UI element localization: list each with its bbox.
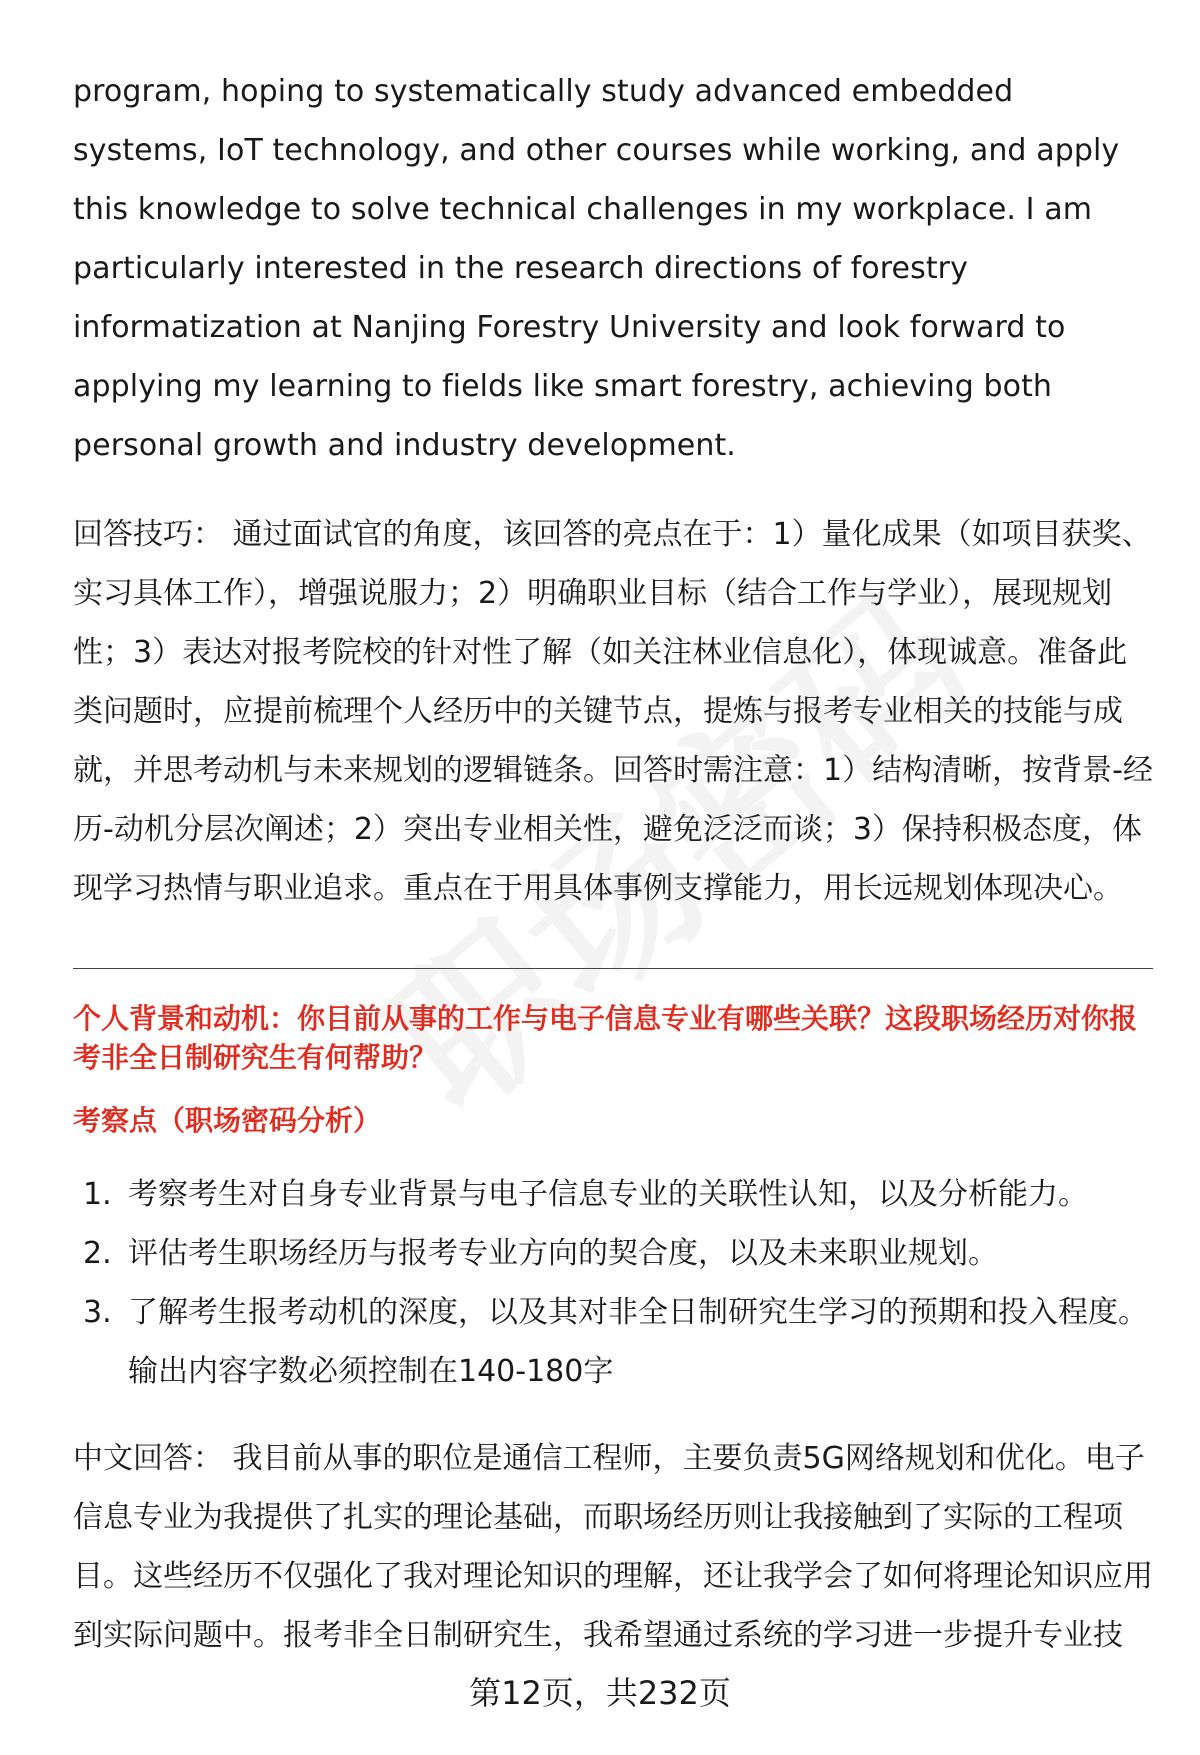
- list-item-text: 了解考生报考动机的深度，以及其对非全日制研究生学习的预期和投入程度。输出内容字数必须控制在140-180字: [128, 1295, 1148, 1389]
- answer-paragraph: 中文回答： 我目前从事的职位是通信工程师，主要负责5G网络规划和优化。电子信息专业为我提供了扎实的理论基础，而职场经历则让我接触到了实际的工程项目。这些经历不仅强化了我对理论知识的理解，还让我学会了如何将理论知识应用到实际问题中。报考非全日制研究生，我希望通过系统的学习进一步提升专业技: [73, 1441, 1153, 1653]
- intro-paragraph: program, hoping to systematically study advanced embedded systems, IoT technology, and other courses while working, and apply this knowledge to solve technical challenges in my workplace. I am particularly interested in the research directions of forestry informatization at Nanjing Forestry University and look forward to applying my learning to fields like smart forestry, achieving both personal growth and industry development.: [73, 74, 1120, 463]
- question-heading: 个人背景和动机：你目前从事的工作与电子信息专业有哪些关联？这段职场经历对你报考非全日制研究生有何帮助？: [73, 1002, 1138, 1074]
- list-item-text: 考察考生对自身专业背景与电子信息专业的关联性认知，以及分析能力。: [128, 1177, 1088, 1212]
- page-number-footer: 第12页，共232页: [469, 1674, 731, 1712]
- analysis-heading: 考察点（职场密码分析）: [73, 1104, 382, 1137]
- list-item-text: 评估考生职场经历与报考专业方向的契合度，以及未来职业规划。: [128, 1236, 998, 1271]
- list-item: [73, 1165, 1153, 1224]
- document-page: [73, 62, 1153, 1665]
- tips-paragraph: 回答技巧： 通过面试官的角度，该回答的亮点在于：1）量化成果（如项目获奖、实习具体工作），增强说服力；2）明确职业目标（结合工作与学业），展现规划性；3）表达对报考院校的针对性了解（如关注林业信息化），体现诚意。准备此类问题时，应提前梳理个人经历中的关键节点，提炼与报考专业相关的技能与成就，并思考动机与未来规划的逻辑链条。回答时需注意：1）结构清晰，按背景-经历-动机分层次阐述；2）突出专业相关性，避免泛泛而谈；3）保持积极态度，体现学习热情与职业追求。重点在于用具体事例支撑能力，用长远规划体现决心。: [73, 517, 1153, 906]
- list-item: [73, 1283, 1153, 1401]
- list-item-number: 3.: [83, 1295, 112, 1330]
- list-item-number: 2.: [83, 1236, 112, 1271]
- analysis-points-list: [73, 1165, 1153, 1401]
- list-item-number: 1.: [83, 1177, 112, 1212]
- section-divider: [73, 968, 1153, 969]
- list-item: [73, 1224, 1153, 1283]
